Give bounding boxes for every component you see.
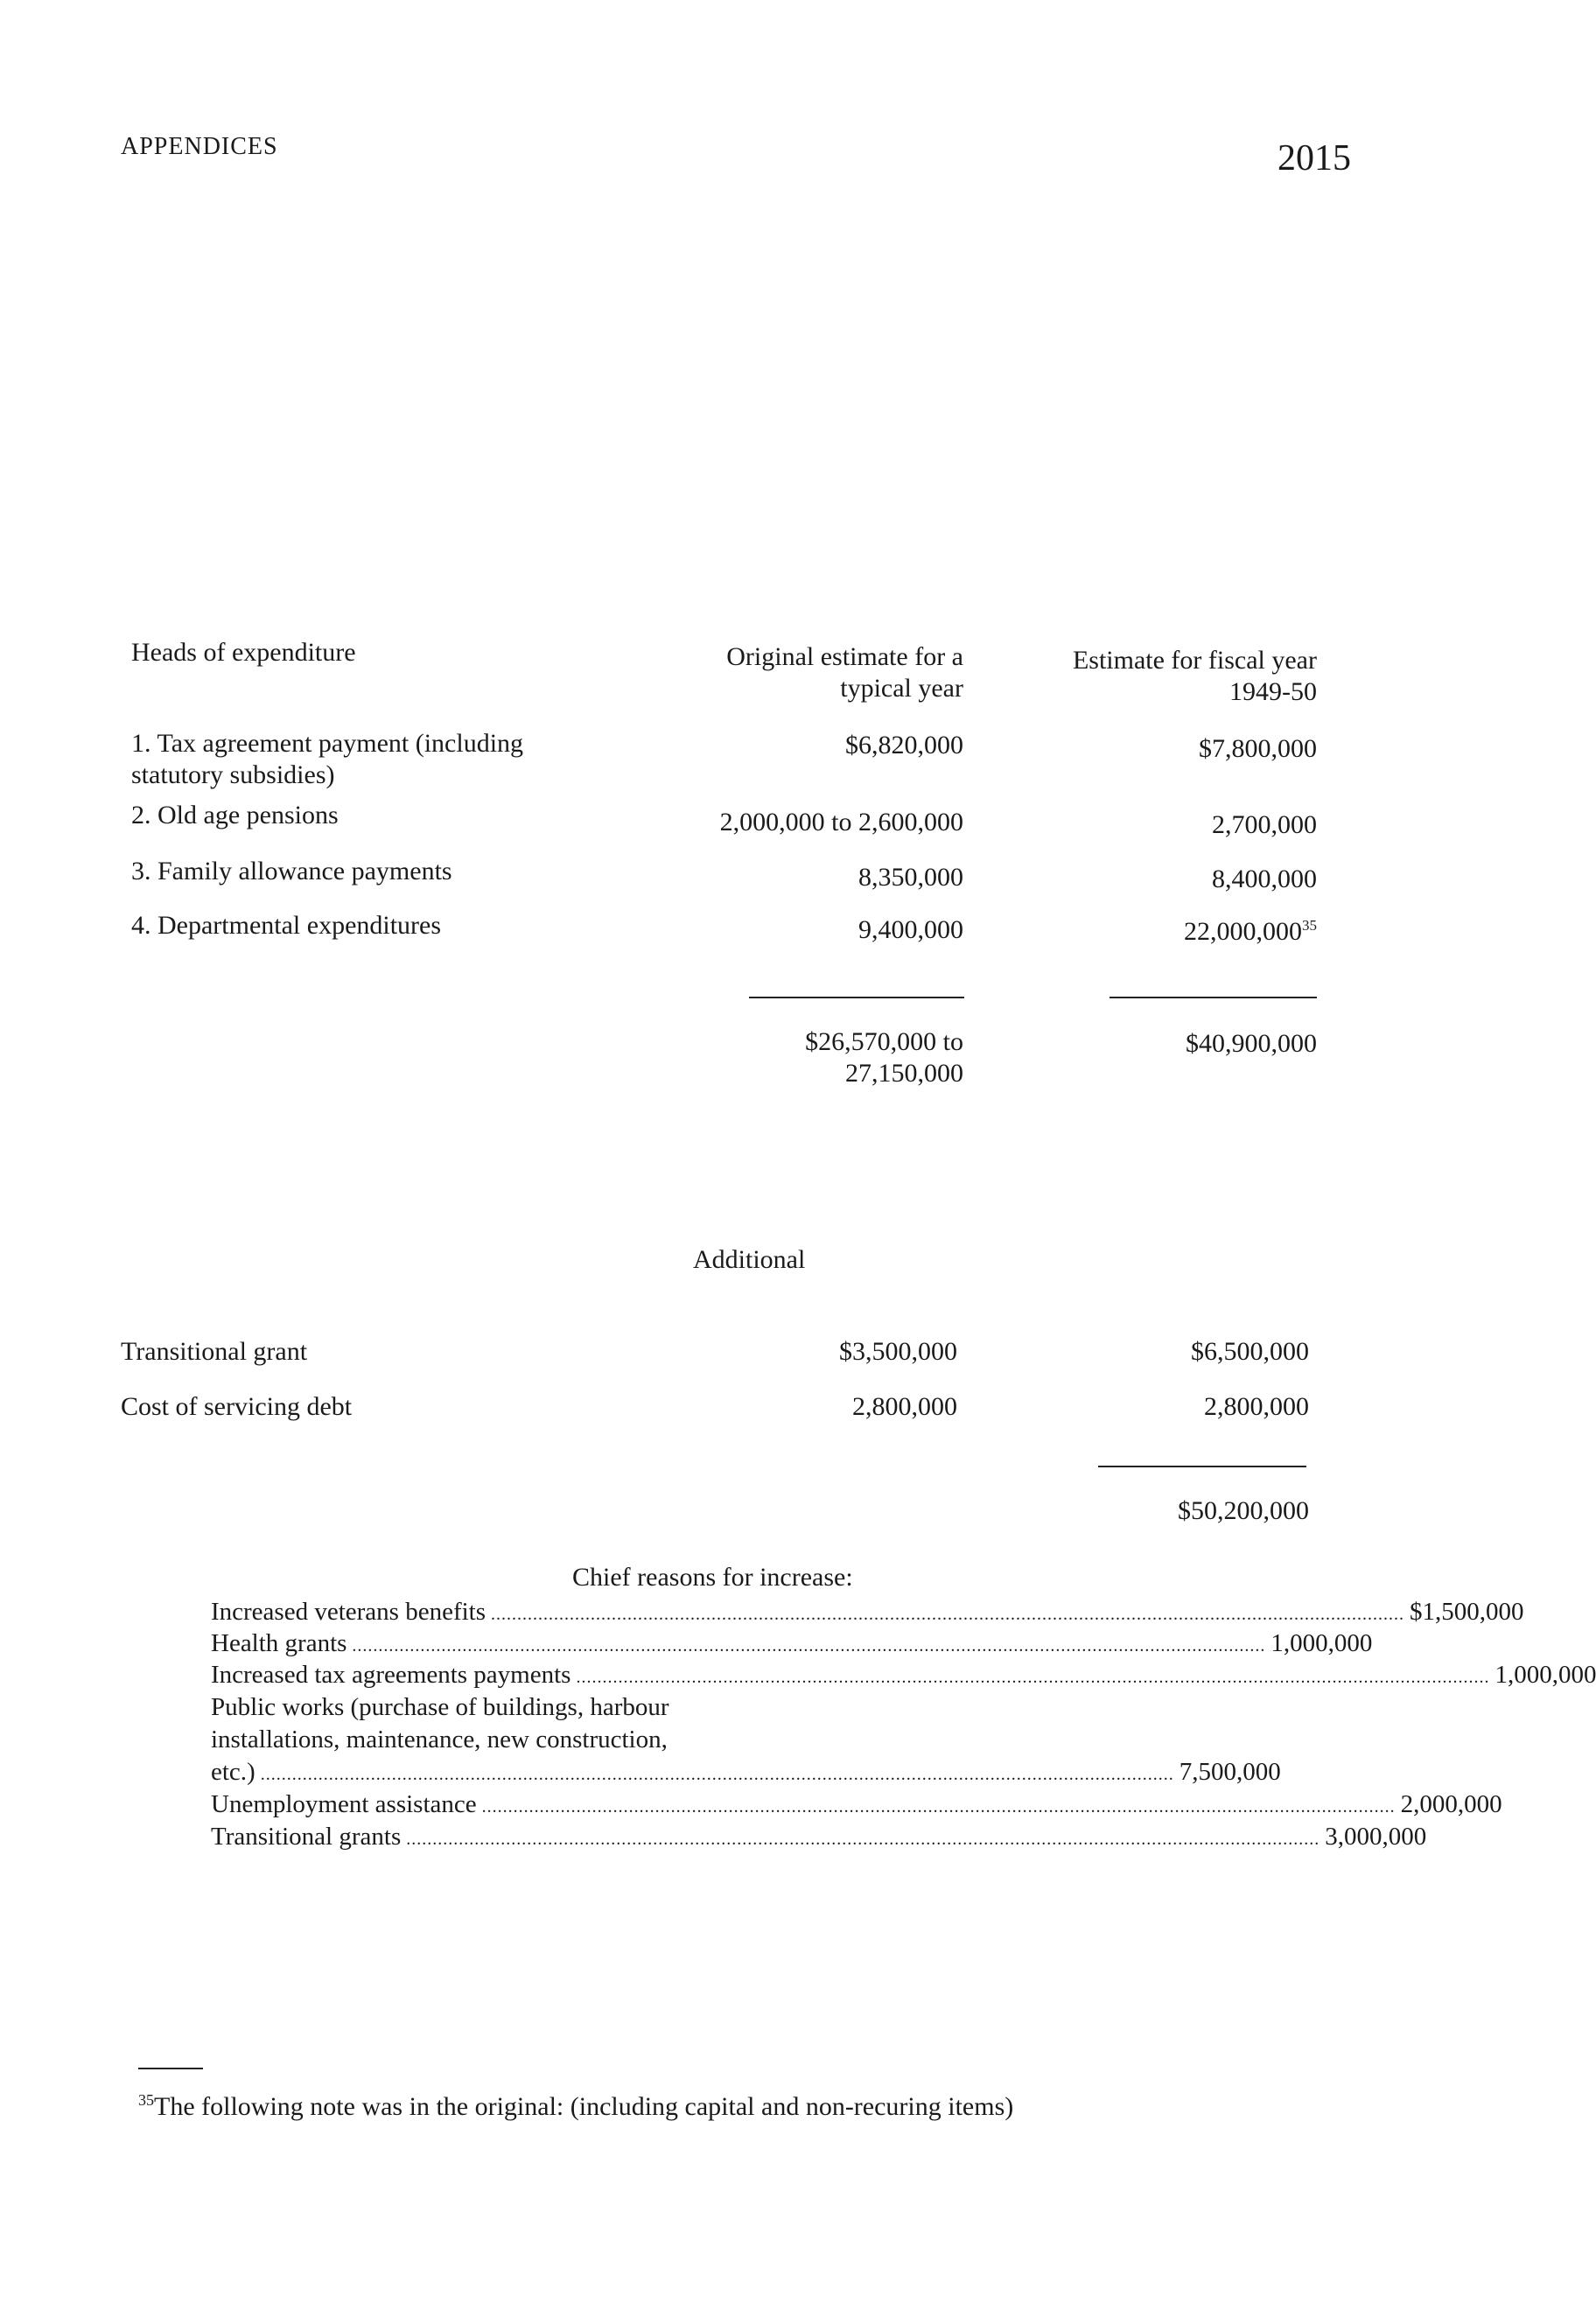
grand-total: $50,200,000 bbox=[1178, 1496, 1309, 1525]
row-fiscal: 22,000,000$^{35}$ bbox=[1184, 917, 1317, 946]
footnote-mark: 35 bbox=[138, 2091, 154, 2109]
row-label: 1. Tax agreement payment (including statutory subsidies) bbox=[131, 729, 524, 789]
col-head-original: Original estimate for a typical year bbox=[726, 642, 963, 703]
additional-fiscal: 2,800,000 bbox=[1204, 1392, 1309, 1421]
additional-original: $3,500,000 bbox=[839, 1337, 957, 1366]
col-head-fiscal: Estimate for fiscal year 1949-50 bbox=[1072, 646, 1317, 706]
subtotal-rule bbox=[749, 997, 964, 998]
additional-heading: Additional bbox=[693, 1245, 806, 1274]
reason-item: etc.) .............................................................................................................................................................................. 7,500,000 bbox=[211, 1758, 1281, 1786]
additional-label: Cost of servicing debt bbox=[121, 1392, 353, 1421]
reason-item: Increased veterans benefits .............................................................................................................................................................................. $1,500,000 bbox=[211, 1598, 1524, 1626]
row-original: $6,820,000 bbox=[845, 731, 963, 760]
total-original: $26,570,000 to 27,150,000 bbox=[805, 1027, 963, 1088]
col-head-heads: Heads of expenditure bbox=[131, 638, 356, 667]
footnote-text: The following note was in the original: (including capital and non-recuring items) bbox=[154, 2092, 1014, 2121]
page-number: 2015 bbox=[1278, 138, 1351, 178]
reason-item: Health grants .............................................................................................................................................................................. 1,000,000 bbox=[211, 1629, 1373, 1657]
footnote bbox=[138, 2091, 1013, 2122]
row-label: 3. Family allowance payments bbox=[131, 857, 452, 886]
additional-fiscal: $6,500,000 bbox=[1191, 1337, 1309, 1366]
row-fiscal: 2,700,000 bbox=[1212, 810, 1317, 839]
reasons-heading: Chief reasons for increase: bbox=[572, 1563, 853, 1592]
row-original: 8,350,000 bbox=[858, 863, 963, 892]
reason-item-multiline: Public works (purchase of buildings, harbour installations, maintenance, new construction, bbox=[211, 1693, 669, 1754]
total-fiscal: $40,900,000 bbox=[1186, 1029, 1317, 1058]
section-header: APPENDICES bbox=[121, 133, 278, 160]
grand-total-rule bbox=[1098, 1466, 1306, 1467]
row-original: 9,400,000 bbox=[858, 915, 963, 944]
footnote-ref: 35 bbox=[1302, 917, 1317, 934]
row-original: 2,000,000 to 2,600,000 bbox=[719, 808, 963, 836]
additional-original: 2,800,000 bbox=[852, 1392, 957, 1421]
additional-label: Transitional grant bbox=[121, 1337, 308, 1366]
subtotal-rule bbox=[1110, 997, 1317, 998]
row-fiscal: 8,400,000 bbox=[1212, 864, 1317, 893]
row-label: 2. Old age pensions bbox=[131, 801, 339, 830]
row-label: 4. Departmental expenditures bbox=[131, 911, 442, 940]
reason-item: Increased tax agreements payments .............................................................................................................................................................................. 1,000,000 bbox=[211, 1661, 1596, 1689]
reason-item: Transitional grants .............................................................................................................................................................................. 3,000,000 bbox=[211, 1823, 1427, 1851]
footnote-rule bbox=[138, 2068, 203, 2069]
row-fiscal: $7,800,000 bbox=[1199, 734, 1317, 763]
reason-item: Unemployment assistance .............................................................................................................................................................................. 2,000,000 bbox=[211, 1790, 1502, 1818]
